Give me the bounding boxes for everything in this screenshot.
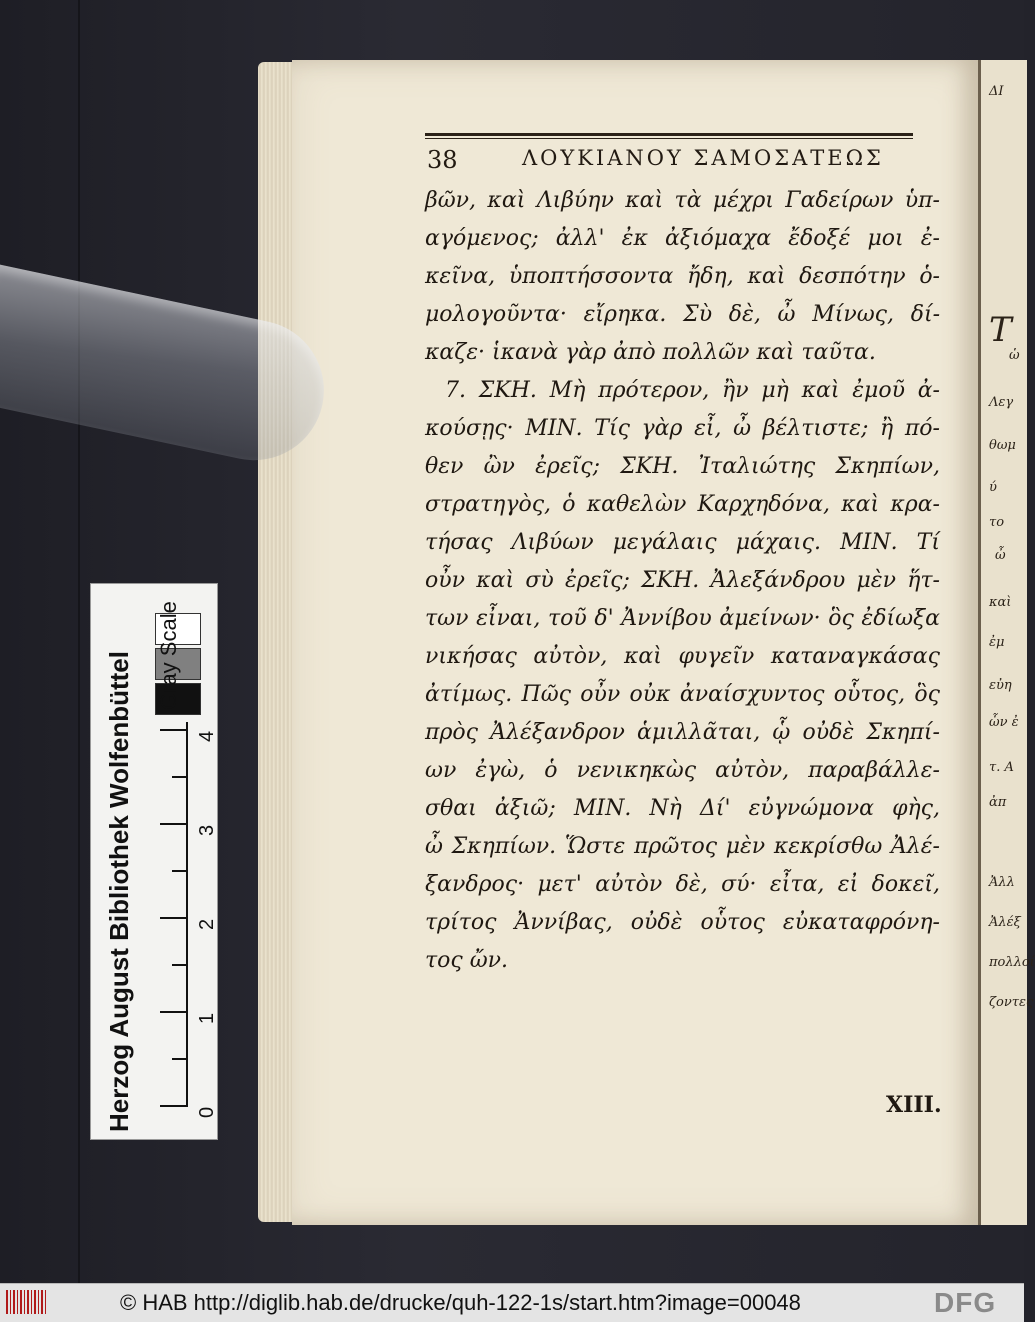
facing-page [978,60,1035,1225]
ruler-tick [160,823,188,825]
ruler-label: 1 [196,1012,218,1024]
ruler-tick [172,776,188,778]
facing-fragment: ὧν ἐ [989,715,1019,730]
ruler-label: 4 [196,730,218,742]
text-line: τρίτος Ἀννίβας, οὐδὲ οὗτος εὐκαταφρόνη- [425,910,940,935]
ruler-tick [160,917,188,919]
text-line: οὖν καὶ σὺ ἐρεῖς; ΣΚΗ. Ἀλεξάνδρου μὲν ἥτ- [425,568,940,593]
facing-fragment: εὐη [989,678,1012,693]
text-line: στρατηγὸς, ὁ καθελὼν Καρχηδόνα, καὶ κρα- [425,492,940,517]
text-line: ὦ Σκηπίων. Ὥστε πρῶτος μὲν κεκρίσθω Ἀλέ- [425,834,940,859]
text-line: 7. ΣΚΗ. Μὴ πρότερον, ἢν μὴ καὶ ἐμοῦ ἀ- [445,378,940,403]
facing-fragment: ὡ [1009,348,1020,363]
text-line: τος ὤν. [425,948,509,973]
facing-fragment: Ἀλέξ [989,915,1021,930]
facing-fragment: Τ [989,310,1012,350]
facing-fragment: τ. Α [989,760,1014,775]
facing-fragment: Ἀλλ [989,875,1015,890]
ruler-label: 2 [196,918,218,930]
catchword: XIII. [886,1092,942,1118]
text-line: των εἶναι, τοῦ δ' Ἀννίβου ἀμείνων· ὃς ἐδίωξα [425,606,940,631]
text-line: καζε· ἱκανὰ γὰρ ἀπὸ πολλῶν καὶ ταῦτα. [425,340,876,365]
ruler-tick [160,729,188,731]
ruler-tick [172,1058,188,1060]
dfg-logo: DFG [934,1287,997,1318]
facing-fragment: θωμ [989,438,1016,453]
text-line: νικήσας αὐτὸν, καὶ φυγεῖν καταναγκάσας [425,644,940,669]
ruler-tick [160,1011,188,1013]
facing-fragment: ύ [989,480,997,495]
barcode-icon [6,1290,48,1314]
text-line: ξανδρος· μετ' αὐτὸν δὲ, σύ· εἶτα, εἰ δοκεῖ, [425,872,940,897]
ruler-label: 3 [196,824,218,836]
scale-institution-title: Herzog August Bibliothek Wolfenbüttel [104,651,134,1132]
text-line: μολογοῦντα· εἴρηκα. Σὺ δὲ, ὦ Μίνως, δί- [425,302,940,327]
header-rule [425,133,913,136]
facing-fragment: ἀπ [989,795,1007,810]
ruler-tick [160,1105,188,1107]
ruler-line [186,722,188,1107]
text-line: θεν ὢν ἐρεῖς; ΣΚΗ. Ἰταλιώτης Σκηπίων, [425,454,940,479]
facing-fragment: ζοντες [989,995,1034,1010]
facing-fragment: ΔΙ [989,84,1004,99]
text-line: κούσῃς· ΜΙΝ. Τίς γὰρ εἶ, ὦ βέλτιστε; ἢ πό- [425,416,940,441]
text-line: τήσας Λιβύων μεγάλαις μάχαις. ΜΙΝ. Τί [425,530,940,555]
text-line: σθαι ἀξιῶ; ΜΙΝ. Νὴ Δί' εὐγνώμονα φὴς, [425,796,940,821]
text-line: πρὸς Ἀλέξανδρον ἁμιλλᾶται, ᾧ οὐδὲ Σκηπί- [425,720,940,745]
running-head: ΛΟΥΚΙΑΝΟΥ ΣΑΜΟΣΑΤΕΩΣ [522,146,884,170]
facing-fragment: πολλοί [989,955,1035,970]
ruler-tick [172,870,188,872]
text-line: αγόμενος; ἀλλ' ἐκ ἀξιόμαχα ἔδοξέ μοι ἐ- [425,226,940,251]
facing-fragment: ὦ [995,548,1006,563]
text-line: ἀτίμως. Πῶς οὖν οὐκ ἀναίσχυντος οὗτος, ὃς [425,682,940,707]
text-line: ων ἐγὼ, ὁ νενικηκὼς αὐτὸν, παραβάλλε- [425,758,940,783]
footer-source-link[interactable]: © HAB http://diglib.hab.de/drucke/quh-122-1s/start.htm?image=00048 [120,1290,801,1315]
facing-fragment: Λεγ [989,395,1014,410]
scale-caption: Gray Scale [156,601,181,710]
facing-fragment: καὶ [989,595,1012,610]
ruler-label: 0 [196,1106,218,1118]
ruler-tick [172,964,188,966]
facing-fragment: το [989,515,1005,530]
page-number: 38 [427,146,458,174]
fold-line [78,0,80,1283]
facing-fragment: ἐμ [989,635,1005,650]
header-rule-thin [425,138,913,139]
text-line: κεῖνα, ὑποπτήσσοντα ἤδη, καὶ δεσπότην ὁ- [425,264,940,289]
text-line: βῶν, καὶ Λιβύην καὶ τὰ μέχρι Γαδείρων ὑπ- [425,188,940,213]
